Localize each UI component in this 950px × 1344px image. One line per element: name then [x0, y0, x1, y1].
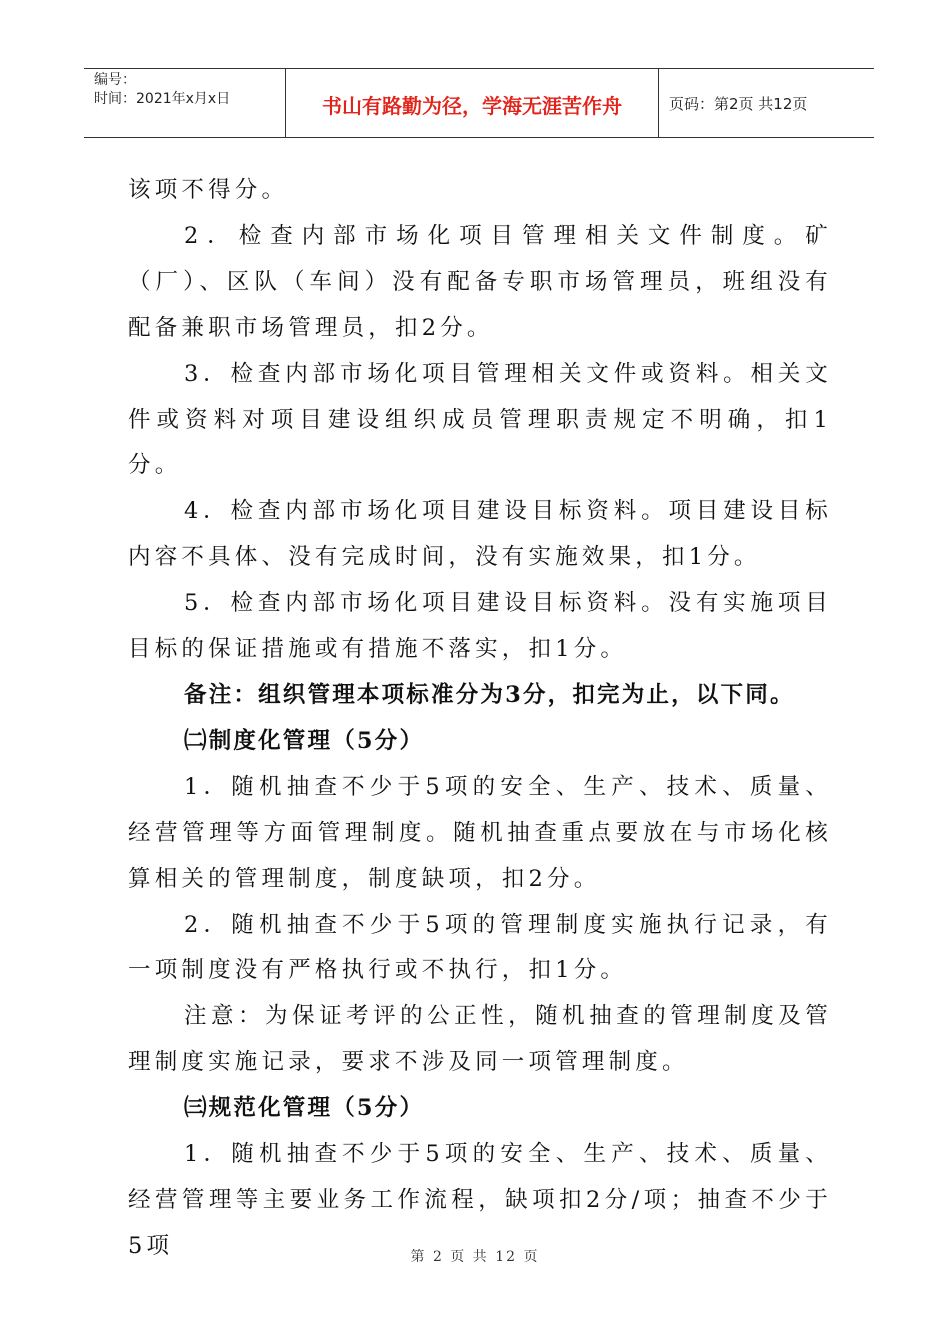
- paragraph-item-4: 4．检查内部市场化项目建设目标资料。项目建设目标内容不具体、没有完成时间，没有实施效果，扣1分。: [128, 498, 832, 571]
- header-page-indicator: 页码：第2页 共12页: [669, 94, 808, 113]
- paragraph-item-2: 2．检查内部市场化项目管理相关文件制度。矿（厂）、区队（车间）没有配备专职市场管理员，班组没有配备兼职市场管理员，扣2分。: [128, 222, 832, 341]
- paragraph-item-3: 3．检查内部市场化项目管理相关文件或资料。相关文件或资料对项目建设组织成员管理职责规定不明确，扣1分。: [128, 360, 832, 479]
- header-meta-cell: [84, 69, 286, 137]
- section-heading-institutional: ㈡制度化管理（5分）: [184, 727, 425, 754]
- paragraph-item-5: 5．检查内部市场化项目建设目标资料。没有实施项目目标的保证措施或有措施不落实，扣1分。: [128, 590, 832, 663]
- page-footer: 第 2 页 共 12 页: [410, 1249, 540, 1265]
- remark-note: 备注：组织管理本项标准分为3分，扣完为止，以下同。: [184, 681, 795, 708]
- paragraph-continuation: 该项不得分。: [128, 177, 289, 203]
- document-body: [128, 168, 832, 1270]
- page-header: [84, 68, 874, 138]
- paragraph-institutional-1: 1．随机抽查不少于5项的安全、生产、技术、质量、经营管理等方面管理制度。随机抽查重点要放在与市场化核算相关的管理制度，制度缺项，扣2分。: [128, 773, 832, 892]
- attention-note: 注意：为保证考评的公正性，随机抽查的管理制度及管理制度实施记录，要求不涉及同一项管理制度。: [128, 1003, 832, 1076]
- paragraph-institutional-2: 2．随机抽查不少于5项的管理制度实施执行记录，有一项制度没有严格执行或不执行，扣1分。: [128, 911, 832, 984]
- document-number-label: 编号：: [94, 72, 136, 88]
- header-motto: 书山有路勤为径，学海无涯苦作舟: [286, 69, 659, 137]
- section-heading-standardized: ㈢规范化管理（5分）: [184, 1095, 425, 1122]
- document-time-label: 时间：2021年x月x日: [94, 91, 231, 107]
- paragraph-standardized-1: 1．随机抽查不少于5项的安全、生产、技术、质量、经营管理等主要业务工作流程，缺项扣2分/项；抽查不少于5项: [128, 1141, 832, 1259]
